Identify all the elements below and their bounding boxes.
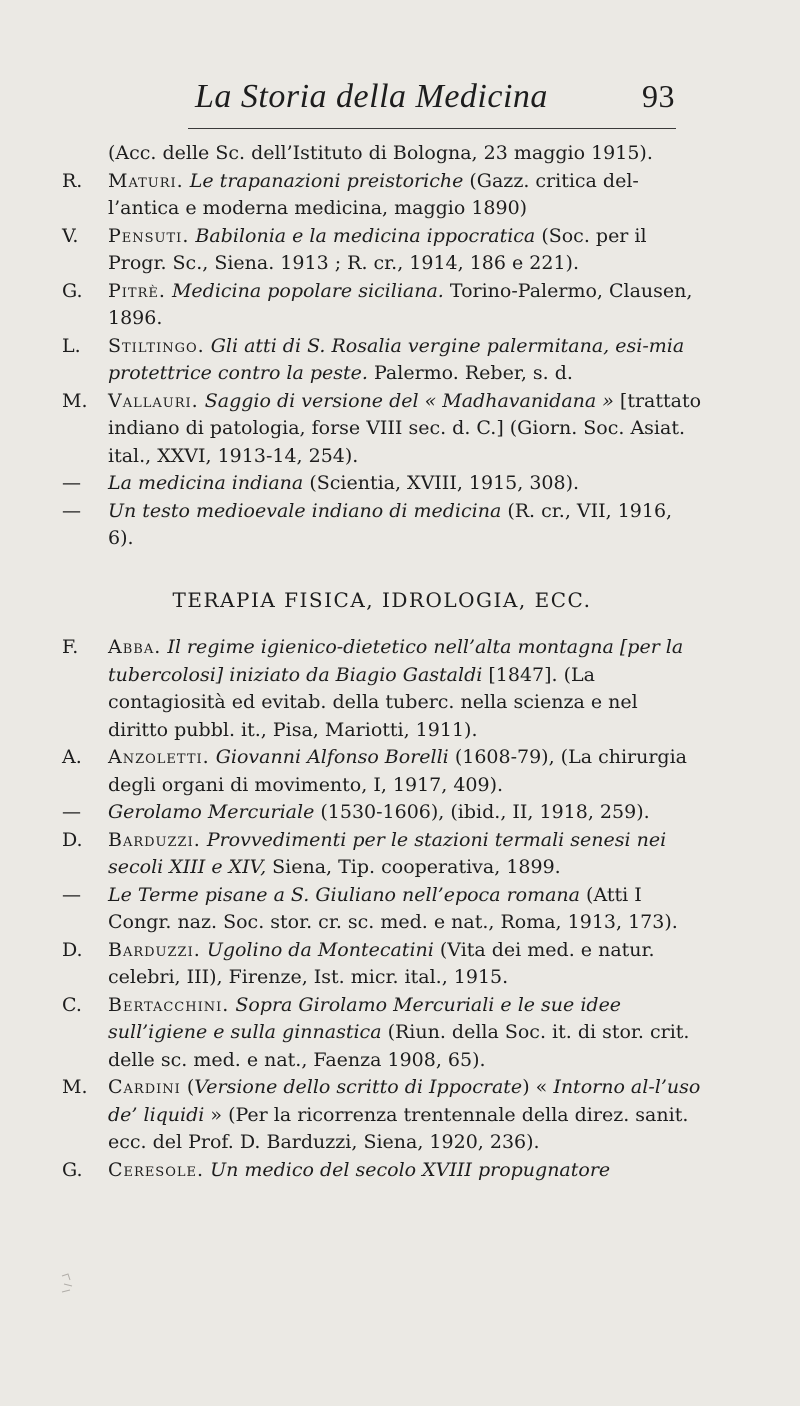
entry-author: Cardini	[108, 1076, 181, 1098]
entry-author: Abba.	[108, 636, 162, 658]
entry-title: Medicina popolare siciliana.	[171, 279, 444, 302]
entry-title: Un medico del secolo XVIII propugnatore	[210, 1158, 611, 1181]
bib-entry	[62, 634, 702, 744]
bib-entry	[62, 470, 702, 498]
entry-initial: M.	[62, 1076, 88, 1098]
entry-title: Babilonia e la medicina ippocratica	[195, 224, 536, 247]
entry-title: Intorno al-l’uso de’ liquidi	[108, 1076, 701, 1126]
entry-initial: C.	[62, 993, 82, 1016]
bib-entry	[62, 388, 702, 471]
entry-author: Stiltingo.	[108, 334, 205, 357]
entry-title: Versione dello scritto di Ippocrate	[194, 1076, 523, 1098]
entry-details: Palermo. Reber, s. d.	[374, 362, 573, 384]
entry-title: Sopra Girolamo Mercuriali e le sue idee sull’igiene e sulla ginnastica	[108, 993, 622, 1043]
entry-title: Saggio di versione del « Madhavanidana »	[204, 389, 614, 412]
entry-initial: F.	[62, 636, 79, 658]
entry-author: Maturi.	[108, 169, 184, 192]
entry-title: La medicina indiana	[108, 472, 304, 494]
entry-author: Anzoletti.	[108, 746, 210, 768]
bib-entry	[62, 498, 702, 553]
entry-title: Un testo medioevale indiano di medicina	[108, 499, 502, 522]
entry-initial: M.	[62, 389, 88, 412]
section-heading: TERAPIA FISICA, IDROLOGIA, ECC.	[172, 587, 592, 612]
running-head	[195, 78, 675, 116]
entry-details: (Gazz. critica del-l’antica e moderna medicina, maggio 1890)	[108, 169, 639, 219]
entry-author: Barduzzi.	[108, 938, 201, 961]
entry-initial: A.	[62, 746, 82, 768]
entry-details: Torino-Palermo, Clausen, 1896.	[108, 279, 693, 329]
entry-initial: V.	[62, 224, 79, 247]
entry-initial: R.	[62, 169, 83, 192]
entry-initial: D.	[62, 828, 83, 851]
entry-details: (Soc. per il Progr. Sc., Siena. 1913 ; R. cr., 1914, 186 e 221).	[108, 224, 647, 274]
bib-entry	[62, 1074, 702, 1157]
entry-details: » (Per la ricorrenza trentennale della direz. sanit. ecc. del Prof. D. Barduzzi, Siena, 1920, 236).	[108, 1103, 689, 1153]
entry-author: Vallauri.	[108, 389, 199, 412]
bib-entry	[62, 799, 702, 827]
entry-text: (Acc. delle Sc. dell’Istituto di Bologna, 23 maggio 1915).	[108, 142, 653, 164]
bib-entry	[62, 333, 702, 388]
entry-initial: G.	[62, 1158, 83, 1181]
entry-details: (	[186, 1076, 195, 1098]
entry-title: Provvedimenti per le stazioni termali senesi nei secoli XIII e XIV,	[108, 828, 667, 878]
entry-details: (Riun. della Soc. it. di stor. crit. delle sc. med. e nat., Faenza 1908, 65).	[108, 1021, 690, 1071]
bib-entry	[62, 223, 702, 278]
entry-title: Il regime igienico-dietetico nell’alta montagna [per la tubercolosi] iniziato da Biagio Gastaldi	[108, 636, 684, 686]
entry-title: Giovanni Alfonso Borelli	[215, 746, 449, 768]
entry-details: [trattato indiano di patologia, forse VIII sec. d. C.] (Giorn. Soc. Asiat. ital., XXVI, 1913-14, 254).	[108, 389, 702, 467]
entry-continuation	[62, 140, 702, 168]
entry-dash: —	[62, 883, 81, 906]
bib-entry	[62, 827, 702, 882]
entry-dash: —	[62, 499, 81, 522]
bib-entry	[62, 744, 702, 799]
entry-author: Pensuti.	[108, 224, 190, 247]
entry-initial: L.	[62, 334, 81, 357]
paper-stain-mark	[58, 1270, 88, 1300]
entry-details: Siena, Tip. cooperativa, 1899.	[272, 856, 561, 878]
bib-entry	[62, 992, 702, 1075]
entry-author: Ceresole.	[108, 1158, 205, 1181]
bib-entry	[62, 1157, 702, 1185]
entry-author: Barduzzi.	[108, 828, 201, 851]
entry-details: [1847]. (La contagiosità ed evitab. della tuberc. nella scienza e nel diritto pubbl. it., Pisa, Mariotti, 1911).	[108, 663, 638, 741]
entry-title: Gerolamo Mercuriale	[108, 801, 315, 823]
entry-details: (1608-79), (La chirurgia degli organi di movimento, I, 1917, 409).	[108, 746, 687, 796]
bib-entry	[62, 882, 702, 937]
entry-author: Pitrè.	[108, 279, 166, 302]
bibliography	[62, 140, 702, 1184]
page-number: 93	[642, 78, 675, 114]
entry-details: (1530-1606), (ibid., II, 1918, 259).	[320, 801, 650, 823]
entry-title: Gli atti di S. Rosalia vergine palermitana, esi-mia protettrice contro la peste.	[108, 334, 685, 384]
bib-entry	[62, 168, 702, 223]
entry-initial: D.	[62, 938, 83, 961]
entry-details: (R. cr., VII, 1916, 6).	[108, 499, 673, 549]
entry-details: (Atti I Congr. naz. Soc. stor. cr. sc. med. e nat., Roma, 1913, 173).	[108, 883, 678, 933]
entry-details: ) «	[522, 1076, 554, 1098]
entry-title: Le trapanazioni preistoriche	[189, 169, 464, 192]
entry-author: Bertacchini.	[108, 993, 230, 1016]
entry-details: (Scientia, XVIII, 1915, 308).	[309, 472, 580, 494]
entry-initial: G.	[62, 279, 83, 302]
entry-title: Ugolino da Montecatini	[206, 938, 434, 961]
entry-dash: —	[62, 801, 81, 823]
entry-title: Le Terme pisane a S. Giuliano nell’epoca romana	[108, 883, 580, 906]
header-rule	[188, 128, 676, 129]
bib-entry	[62, 278, 702, 333]
running-title: La Storia della Medicina	[195, 78, 548, 115]
entry-details: (Vita dei med. e natur. celebri, III), Firenze, Ist. micr. ital., 1915.	[108, 938, 655, 988]
bib-entry	[62, 937, 702, 992]
entry-dash: —	[62, 472, 81, 494]
